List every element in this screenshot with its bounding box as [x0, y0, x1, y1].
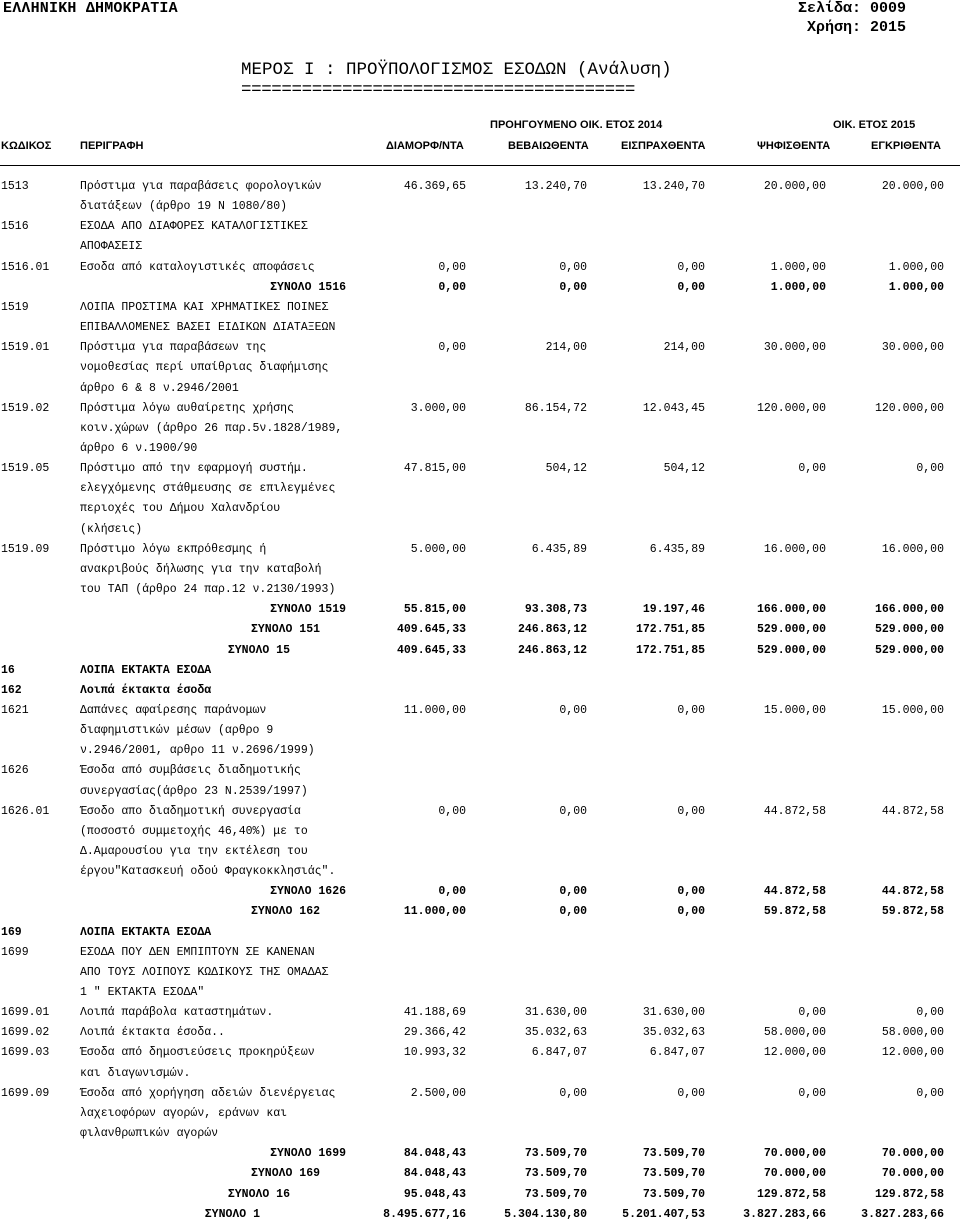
- amount-c5: 3.827.283,66: [861, 1207, 944, 1221]
- table-row: [0, 499, 960, 519]
- row-description: Πρόστιμο από την εφαρμογή συστήμ.: [80, 462, 308, 476]
- total-row: [0, 882, 960, 902]
- total-row: [0, 1185, 960, 1205]
- amount-c3: 6.847,07: [649, 1046, 705, 1060]
- table-row: [0, 963, 960, 983]
- total-label: ΣΥΝΟΛΟ 1: [204, 1207, 260, 1221]
- row-description: άρθρο 6 & 8 ν.2946/2001: [80, 381, 239, 395]
- row-code: 1699.02: [1, 1026, 50, 1040]
- table-row: [0, 761, 960, 781]
- row-description: κοιν.χώρων (άρθρο 26 παρ.5ν.1828/1989,: [80, 421, 343, 435]
- table-row: [0, 1064, 960, 1084]
- total-row: [0, 1164, 960, 1184]
- row-description: Πρόστιμα για παραβάσεις φορολογικών: [80, 180, 322, 193]
- amount-c1: 0,00: [438, 341, 466, 355]
- row-code: 1621: [1, 703, 29, 717]
- row-description: άρθρο 6 ν.1900/90: [80, 441, 198, 455]
- amount-c1: 84.048,43: [403, 1147, 466, 1161]
- total-label: ΣΥΝΟΛΟ 1626: [270, 885, 346, 899]
- amount-c5: 120.000,00: [874, 401, 944, 415]
- amount-c2: 31.630,00: [524, 1006, 587, 1020]
- total-row: [0, 902, 960, 922]
- row-code: 169: [1, 925, 22, 939]
- amount-c3: 12.043,45: [642, 401, 705, 415]
- table-row: [0, 1084, 960, 1104]
- amount-c3: 214,00: [663, 341, 705, 355]
- row-code: 1699.09: [1, 1086, 50, 1100]
- total-label: ΣΥΝΟΛΟ 1519: [270, 603, 346, 617]
- amount-c5: 529.000,00: [874, 623, 944, 637]
- row-description: περιοχές του Δήμου Χαλανδρίου: [80, 502, 281, 516]
- amount-c2: 0,00: [559, 1086, 587, 1100]
- table-row: [0, 1043, 960, 1063]
- amount-c4: 529.000,00: [756, 643, 826, 657]
- amount-c5: 59.872,58: [881, 905, 944, 919]
- total-label: ΣΥΝΟΛΟ 15: [227, 643, 290, 657]
- table-row: [0, 1023, 960, 1043]
- table-row: [0, 741, 960, 761]
- row-description: φιλανθρωπικών αγορών: [80, 1127, 219, 1140]
- amount-c3: 0,00: [677, 703, 705, 717]
- column-header-voted: ΨΗΦΙΣΘΕΝΤΑ: [757, 140, 831, 152]
- table-row: [0, 479, 960, 499]
- amount-c4: 70.000,00: [763, 1147, 826, 1161]
- amount-c1: 0,00: [438, 280, 466, 294]
- amount-c4: 0,00: [798, 1006, 826, 1020]
- amount-c3: 0,00: [677, 905, 705, 919]
- row-description: ΕΣΟΔΑ ΑΠΟ ΔΙΑΦΟΡΕΣ ΚΑΤΑΛΟΓΙΣΤΙΚΕΣ: [80, 220, 308, 234]
- amount-c2: 93.308,73: [524, 603, 587, 617]
- row-code: 1519.02: [1, 401, 50, 415]
- amount-c2: 5.304.130,80: [504, 1207, 587, 1221]
- amount-c3: 0,00: [677, 280, 705, 294]
- total-label: ΣΥΝΟΛΟ 16: [227, 1187, 290, 1201]
- table-row: [0, 258, 960, 278]
- amount-c3: 172.751,85: [635, 623, 705, 637]
- row-description: διατάξεων (άρθρο 19 Ν 1080/80): [80, 200, 288, 214]
- row-description: και διαγωνισμών.: [80, 1066, 191, 1080]
- amount-c1: 10.993,32: [403, 1046, 466, 1060]
- table-row: [0, 923, 960, 943]
- row-code: 1516.01: [1, 260, 50, 274]
- row-description: Λοιπά έκτακτα έσοδα: [80, 683, 212, 697]
- amount-c3: 0,00: [677, 804, 705, 818]
- row-description: λαχειοφόρων αγορών, εράνων και: [80, 1106, 288, 1120]
- amount-c4: 12.000,00: [763, 1046, 826, 1060]
- row-description: ΛΟΙΠΑ ΕΚΤΑΚΤΑ ΕΣΟΔΑ: [80, 663, 212, 677]
- amount-c3: 13.240,70: [642, 180, 705, 193]
- header-state: ΕΛΛΗΝΙΚΗ ΔΗΜΟΚΡΑΤΙΑ: [3, 0, 178, 17]
- row-description: Πρόστιμα λόγω αυθαίρετης χρήσης: [80, 401, 294, 415]
- amount-c1: 2.500,00: [410, 1086, 466, 1100]
- column-header-certified: ΒΕΒΑΙΩΘΕΝΤΑ: [508, 140, 589, 152]
- row-description: 1 " ΕΚΤΑΚΤΑ ΕΣΟΔΑ": [80, 986, 205, 999]
- column-header-collected: ΕΙΣΠΡΑΧΘΕΝΤΑ: [621, 140, 706, 152]
- amount-c1: 11.000,00: [403, 703, 466, 717]
- amount-c5: 129.872,58: [874, 1187, 944, 1201]
- row-code: 1519: [1, 300, 29, 314]
- amount-c4: 129.872,58: [756, 1187, 826, 1201]
- total-label: ΣΥΝΟΛΟ 1516: [270, 280, 346, 294]
- table-row: [0, 661, 960, 681]
- amount-c2: 73.509,70: [524, 1187, 587, 1201]
- row-description: Δαπάνες αφαίρεσης παράνομων: [80, 703, 267, 717]
- total-label: ΣΥΝΟΛΟ 169: [250, 1167, 320, 1181]
- amount-c2: 504,12: [545, 462, 587, 476]
- row-description: διαφημιστικών μέσων (αρθρο 9: [80, 724, 274, 737]
- table-row: [0, 439, 960, 459]
- total-row: [0, 1144, 960, 1164]
- amount-c1: 409.645,33: [396, 623, 466, 637]
- row-description: (ποσοστό συμμετοχής 46,40%) με το: [80, 824, 308, 838]
- row-code: 1519.09: [1, 542, 50, 556]
- amount-c3: 0,00: [677, 1086, 705, 1100]
- amount-c3: 19.197,46: [642, 603, 705, 617]
- amount-c2: 0,00: [559, 905, 587, 919]
- amount-c1: 11.000,00: [403, 905, 466, 919]
- row-description: ελεγχόμενης στάθμευσης σε επιλεγμένες: [80, 482, 336, 496]
- table-row: [0, 721, 960, 741]
- table-row: [0, 862, 960, 882]
- amount-c5: 1.000,00: [888, 260, 944, 274]
- amount-c4: 30.000,00: [763, 341, 826, 355]
- amount-c4: 70.000,00: [763, 1167, 826, 1181]
- amount-c2: 13.240,70: [524, 180, 587, 193]
- row-description: Λοιπά έκτακτα έσοδα..: [80, 1026, 225, 1040]
- amount-c2: 6.847,07: [531, 1046, 587, 1060]
- table-row: [0, 540, 960, 560]
- amount-c4: 3.827.283,66: [743, 1207, 826, 1221]
- amount-c4: 529.000,00: [756, 623, 826, 637]
- amount-c3: 0,00: [677, 885, 705, 899]
- row-description: ΑΠΟ ΤΟΥΣ ΛΟΙΠΟΥΣ ΚΩΔΙΚΟΥΣ ΤΗΣ ΟΜΑΔΑΣ: [80, 965, 329, 979]
- amount-c2: 246.863,12: [517, 623, 587, 637]
- total-label: ΣΥΝΟΛΟ 162: [250, 905, 320, 919]
- amount-c2: 0,00: [559, 804, 587, 818]
- amount-c1: 95.048,43: [403, 1187, 466, 1201]
- column-header-approved: ΕΓΚΡΙΘΕΝΤΑ: [871, 140, 941, 152]
- row-description: ανακριβούς δήλωσης για την καταβολή: [80, 562, 322, 576]
- amount-c2: 214,00: [545, 341, 587, 355]
- amount-c5: 0,00: [916, 1086, 944, 1100]
- amount-c1: 84.048,43: [403, 1167, 466, 1181]
- amount-c3: 73.509,70: [642, 1187, 705, 1201]
- table-row: [0, 1104, 960, 1124]
- amount-c1: 55.815,00: [403, 603, 466, 617]
- amount-c3: 31.630,00: [642, 1006, 705, 1020]
- amount-c3: 5.201.407,53: [622, 1207, 705, 1221]
- header-fiscal-year: Χρήση: 2015: [806, 19, 906, 36]
- amount-c3: 504,12: [663, 462, 705, 476]
- amount-c5: 1.000,00: [888, 280, 944, 294]
- amount-c5: 30.000,00: [881, 341, 944, 355]
- table-row: [0, 217, 960, 237]
- table-row: [0, 520, 960, 540]
- row-description: Εσοδα από καταλογιστικές αποφάσεις: [80, 260, 315, 274]
- row-code: 1516: [1, 220, 29, 234]
- amount-c5: 0,00: [916, 1006, 944, 1020]
- column-header-code: ΚΩΔΙΚΟΣ: [1, 140, 52, 152]
- row-description: νομοθεσίας περί υπαίθριας διαφήμισης: [80, 361, 329, 375]
- header-page-number: Σελίδα: 0009: [797, 0, 906, 17]
- row-description: ΛΟΙΠΑ ΕΚΤΑΚΤΑ ΕΣΟΔΑ: [80, 925, 212, 939]
- total-row: [0, 278, 960, 298]
- amount-c4: 1.000,00: [770, 280, 826, 294]
- row-code: 1699: [1, 945, 29, 959]
- amount-c4: 15.000,00: [763, 703, 826, 717]
- amount-c1: 47.815,00: [403, 462, 466, 476]
- amount-c2: 0,00: [559, 280, 587, 294]
- table-row: [0, 842, 960, 862]
- amount-c2: 0,00: [559, 885, 587, 899]
- table-row: [0, 1003, 960, 1023]
- amount-c2: 0,00: [559, 703, 587, 717]
- table-row: [0, 681, 960, 701]
- total-label: ΣΥΝΟΛΟ 1699: [270, 1147, 346, 1161]
- amount-c4: 0,00: [798, 1086, 826, 1100]
- amount-c5: 16.000,00: [881, 542, 944, 556]
- group-header-current-year: ΟΙΚ. ΕΤΟΣ 2015: [833, 119, 916, 131]
- table-row: [0, 177, 960, 197]
- amount-c1: 8.495.677,16: [383, 1207, 466, 1221]
- row-code: 16: [1, 663, 15, 677]
- row-description: έργου"Κατασκευή οδού Φραγκοκκλησιάς".: [80, 865, 336, 879]
- row-description: ΕΣΟΔΑ ΠΟΥ ΔΕΝ ΕΜΠΙΠΤΟΥΝ ΣΕ ΚΑΝΕΝΑΝ: [80, 945, 315, 959]
- amount-c2: 86.154,72: [524, 401, 587, 415]
- table-row: [0, 338, 960, 358]
- table-row: [0, 943, 960, 963]
- amount-c1: 0,00: [438, 885, 466, 899]
- row-description: Έσοδα από συμβάσεις διαδημοτικής: [80, 764, 301, 778]
- amount-c3: 73.509,70: [642, 1147, 705, 1161]
- row-code: 1699.03: [1, 1046, 50, 1060]
- amount-c3: 0,00: [677, 260, 705, 274]
- total-label: ΣΥΝΟΛΟ 151: [250, 623, 320, 637]
- amount-c3: 172.751,85: [635, 643, 705, 657]
- amount-c4: 16.000,00: [763, 542, 826, 556]
- amount-c1: 409.645,33: [396, 643, 466, 657]
- column-header-formed: ΔΙΑΜΟΡΦ/ΝΤΑ: [386, 140, 464, 152]
- amount-c4: 120.000,00: [756, 401, 826, 415]
- table-row: [0, 1124, 960, 1144]
- amount-c4: 166.000,00: [756, 603, 826, 617]
- row-description: Δ.Αμαρουσίου για την εκτέλεση του: [80, 844, 308, 858]
- row-description: (κλήσεις): [80, 522, 143, 536]
- amount-c2: 6.435,89: [531, 542, 587, 556]
- row-code: 1519.01: [1, 341, 50, 355]
- row-description: Πρόστιμο λόγω εκπρόθεσμης ή: [80, 542, 267, 556]
- row-description: ν.2946/2001, αρθρο 11 ν.2696/1999): [80, 744, 315, 758]
- amount-c5: 44.872,58: [881, 885, 944, 899]
- row-code: 162: [1, 683, 22, 697]
- table-row: [0, 399, 960, 419]
- amount-c3: 35.032,63: [642, 1026, 705, 1040]
- table-row: [0, 318, 960, 338]
- table-row: [0, 802, 960, 822]
- amount-c5: 70.000,00: [881, 1147, 944, 1161]
- table-row: [0, 298, 960, 318]
- amount-c2: 73.509,70: [524, 1147, 587, 1161]
- amount-c3: 6.435,89: [649, 542, 705, 556]
- amount-c1: 46.369,65: [403, 180, 466, 193]
- row-code: 1626.01: [1, 804, 50, 818]
- amount-c1: 0,00: [438, 260, 466, 274]
- amount-c5: 20.000,00: [881, 180, 944, 193]
- total-row: [0, 600, 960, 620]
- amount-c1: 41.188,69: [403, 1006, 466, 1020]
- table-row: [0, 560, 960, 580]
- table-row: [0, 419, 960, 439]
- amount-c4: 0,00: [798, 462, 826, 476]
- row-code: 1699.01: [1, 1006, 50, 1020]
- table-row: [0, 197, 960, 217]
- row-code: 1513: [1, 180, 29, 193]
- amount-c1: 29.366,42: [403, 1026, 466, 1040]
- header-separator: [0, 165, 960, 166]
- table-row: [0, 983, 960, 1003]
- amount-c5: 166.000,00: [874, 603, 944, 617]
- table-row: [0, 358, 960, 378]
- amount-c5: 70.000,00: [881, 1167, 944, 1181]
- table-row: [0, 782, 960, 802]
- amount-c5: 58.000,00: [881, 1026, 944, 1040]
- total-row: [0, 1205, 960, 1225]
- row-code: 1519.05: [1, 462, 50, 476]
- amount-c4: 20.000,00: [763, 180, 826, 193]
- table-row: [0, 379, 960, 399]
- total-row: [0, 641, 960, 661]
- amount-c5: 44.872,58: [881, 804, 944, 818]
- row-description: ΑΠΟΦΑΣΕΙΣ: [80, 240, 143, 254]
- amount-c1: 3.000,00: [410, 401, 466, 415]
- amount-c4: 44.872,58: [763, 804, 826, 818]
- group-header-previous-year: ΠΡΟΗΓΟΥΜΕΝΟ ΟΙΚ. ΕΤΟΣ 2014: [490, 119, 663, 131]
- row-description: ΛΟΙΠΑ ΠΡΟΣΤΙΜΑ ΚΑΙ ΧΡΗΜΑΤΙΚΕΣ ΠΟΙΝΕΣ: [80, 300, 329, 314]
- table-row: [0, 822, 960, 842]
- total-row: [0, 620, 960, 640]
- amount-c5: 15.000,00: [881, 703, 944, 717]
- table-row: [0, 459, 960, 479]
- amount-c4: 44.872,58: [763, 885, 826, 899]
- amount-c2: 35.032,63: [524, 1026, 587, 1040]
- row-description: Λοιπά παράβολα καταστημάτων.: [80, 1006, 274, 1020]
- amount-c4: 1.000,00: [770, 260, 826, 274]
- amount-c5: 12.000,00: [881, 1046, 944, 1060]
- amount-c2: 0,00: [559, 260, 587, 274]
- row-description: Έσοδο απο διαδημοτική συνεργασία: [80, 804, 301, 818]
- table-row: [0, 701, 960, 721]
- row-description: Έσοδα από δημοσιεύσεις προκηρύξεων: [80, 1046, 315, 1060]
- amount-c4: 59.872,58: [763, 905, 826, 919]
- row-description: Έσοδα από χορήγηση αδειών διενέργειας: [80, 1086, 336, 1100]
- amount-c2: 73.509,70: [524, 1167, 587, 1181]
- amount-c3: 73.509,70: [642, 1167, 705, 1181]
- row-description: του ΤΑΠ (άρθρο 24 παρ.12 ν.2130/1993): [80, 583, 336, 596]
- amount-c5: 0,00: [916, 462, 944, 476]
- amount-c1: 0,00: [438, 804, 466, 818]
- row-description: ΕΠΙΒΑΛΛΟΜΕΝΕΣ ΒΑΣΕΙ ΕΙΔΙΚΩΝ ΔΙΑΤΑΞΕΩΝ: [80, 321, 336, 334]
- amount-c1: 5.000,00: [410, 542, 466, 556]
- table-row: [0, 580, 960, 600]
- column-header-description: ΠΕΡΙΓΡΑΦΗ: [80, 140, 144, 152]
- row-description: Πρόστιμα για παραβάσεων της: [80, 341, 267, 355]
- page-title: ΜΕΡΟΣ Ι : ΠΡΟΫΠΟΛΟΓΙΣΜΟΣ ΕΣΟΔΩΝ (Ανάλυση): [241, 60, 672, 80]
- row-code: 1626: [1, 764, 29, 778]
- table-row: [0, 237, 960, 257]
- amount-c5: 529.000,00: [874, 643, 944, 657]
- row-description: συνεργασίας(άρθρο 23 Ν.2539/1997): [80, 784, 308, 798]
- title-underline: =======================================: [241, 80, 635, 100]
- amount-c4: 58.000,00: [763, 1026, 826, 1040]
- amount-c2: 246.863,12: [517, 643, 587, 657]
